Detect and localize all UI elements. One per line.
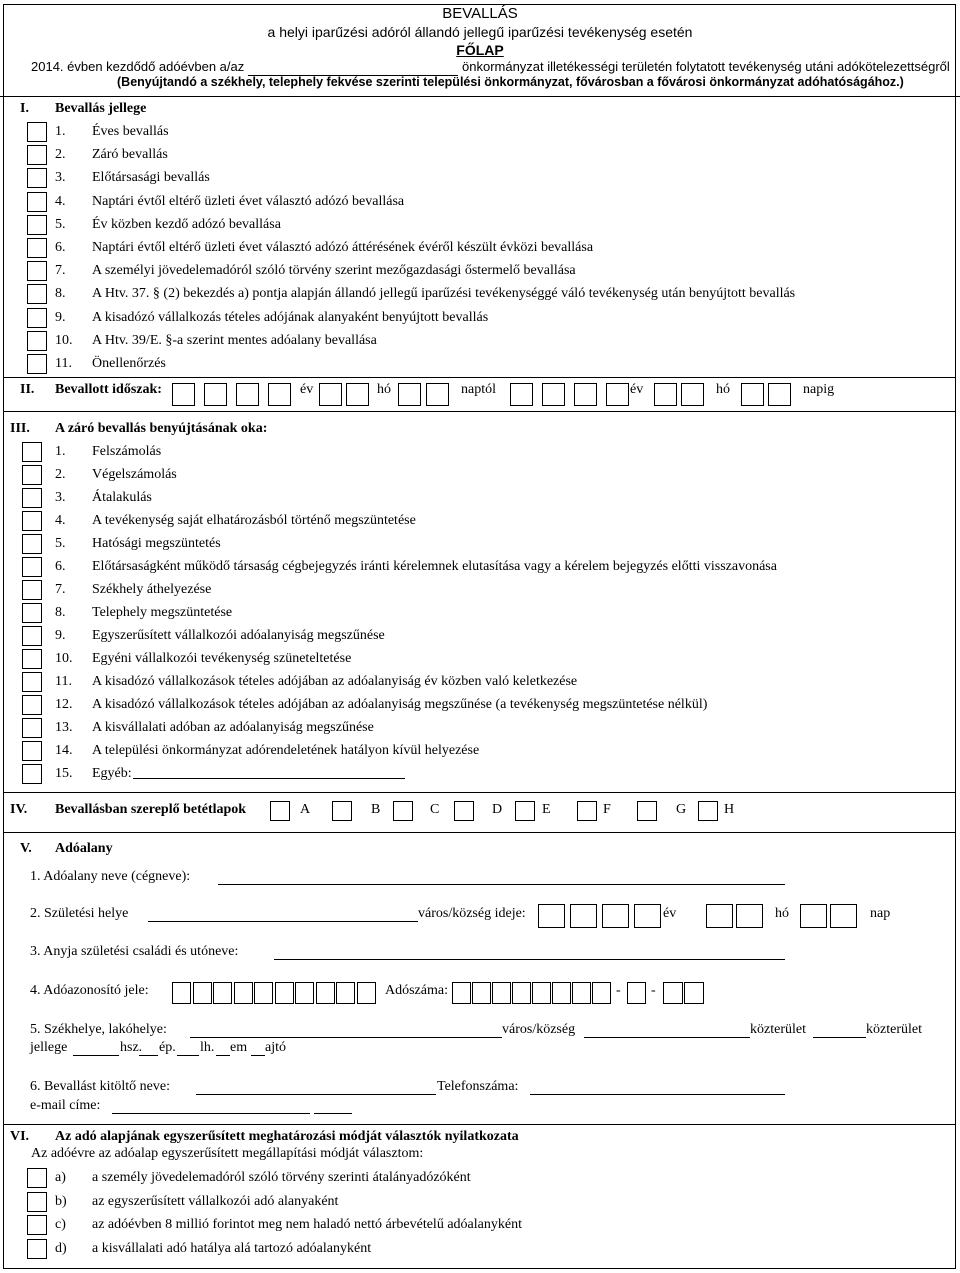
closing-reason-label: Egyszerűsített vállalkozói adóalanyiság megszűnése [92,628,385,643]
birth-date-digit-box[interactable] [538,904,565,928]
tax-number-digit-box[interactable] [592,982,611,1004]
period-month2-label: hó [716,382,730,397]
birth-date-digit-box[interactable] [830,904,857,928]
header-submission-note: (Benyújtandó a székhely, telephely fekvése szerinti települési önkormányzat, fővárosban a fővárosi önkormányzat adóhatóságához.) [117,75,904,89]
bevallas-type-label: Év közben kezdő adózó bevallása [92,217,281,232]
bevallas-type-label: Önellenőrzés [92,356,166,371]
birthplace-label: 2. Születési helye [30,906,129,921]
item-number: 3. [55,490,66,505]
item-number: 1. [55,444,66,459]
simplified-base-checkbox[interactable] [27,1239,47,1259]
seat-field[interactable] [190,1037,502,1038]
bevallas-type-label: A Htv. 37. § (2) bekezdés a) pontja alapján állandó jellegű iparűzési tevékenységgé váló tevékenység után benyújtott bevallás [92,286,796,301]
item-number: 9. [55,628,66,643]
item-number: 8. [55,286,66,301]
birth-day-label: nap [870,906,891,921]
insert-sheet-letter: D [492,802,503,817]
section2-title: Bevallott időszak: [55,382,162,397]
item-number: 12. [55,697,73,712]
tax-id-digit-box[interactable] [316,982,335,1004]
tax-id-label: 4. Adóazonosító jele: [30,983,149,998]
closing-reason-label: A tevékenység saját elhatározásból történő megszüntetése [92,513,416,528]
bevallas-type-checkbox[interactable] [27,331,47,351]
item-number: 11. [55,356,72,371]
birth-date-digit-box[interactable] [634,904,661,928]
street-type-label-cont: jellege [30,1040,68,1055]
simplified-base-checkbox[interactable] [27,1192,47,1212]
tax-number-digit-box[interactable] [472,982,491,1004]
closing-reason-checkbox[interactable] [22,442,42,462]
period-year2-label: év [630,382,644,397]
bevallas-type-label: A kisadózó vállalkozás tételes adójának alanyaként benyújtott bevallás [92,310,489,325]
insert-sheet-letter: F [603,802,611,817]
section-divider [3,1124,956,1125]
bevallas-type-checkbox[interactable] [27,145,47,165]
closing-reason-checkbox[interactable] [22,764,42,784]
birth-month-label: hó [775,906,789,921]
item-number: 13. [55,720,73,735]
insert-sheet-checkbox[interactable] [393,801,413,821]
closing-reason-checkbox[interactable] [22,672,42,692]
tax-id-digit-box[interactable] [234,982,253,1004]
closing-reason-checkbox[interactable] [22,718,42,738]
tax-id-digit-box[interactable] [336,982,355,1004]
item-letter: c) [55,1217,66,1232]
birthplace-field[interactable] [148,921,418,922]
closing-reason-label: Székhely áthelyezése [92,582,212,597]
item-letter: a) [55,1170,66,1185]
insert-sheet-letter: C [430,802,440,817]
form-title: BEVALLÁS [442,5,518,22]
simplified-base-label: az egyszerűsített vállalkozói adó alanyaként [92,1194,339,1209]
section-divider [3,792,956,793]
section4-title: Bevallásban szereplő betétlapok [55,802,247,817]
period-year-label: év [300,382,314,397]
insert-sheet-checkbox[interactable] [515,801,535,821]
section-divider [3,832,956,833]
section5-number: V. [20,841,32,856]
building-field[interactable] [177,1055,199,1056]
house-number-field[interactable] [139,1055,158,1056]
birth-date-digit-box[interactable] [800,904,827,928]
closing-reason-checkbox[interactable] [22,534,42,554]
taxpayer-name-label: 1. Adóalany neve (cégneve): [30,869,191,884]
bevallas-type-label: Éves bevallás [92,124,169,139]
insert-sheet-checkbox[interactable] [577,801,597,821]
tax-id-digit-box[interactable] [357,982,376,1004]
bevallas-type-label: Naptári évtől eltérő üzleti évet választó adózó áttérésének évéről készült évközi bevallása [92,240,594,255]
insert-sheet-letter: A [300,802,311,817]
closing-reason-label: Egyéb: [92,766,132,781]
simplified-base-checkbox[interactable] [27,1215,47,1235]
bevallas-type-checkbox[interactable] [27,122,47,142]
period-digit-box[interactable] [398,383,421,406]
period-digit-box[interactable] [741,383,764,406]
mother-name-field[interactable] [274,959,785,960]
staircase-label: lh. [200,1040,215,1055]
closing-reason-label: Telephely megszüntetése [92,605,233,620]
period-digit-box[interactable] [236,383,259,406]
insert-sheet-checkbox[interactable] [270,801,290,821]
city-label: város/község [502,1022,576,1037]
bevallas-type-checkbox[interactable] [27,354,47,374]
header-obligation-text: önkormányzat illetékességi területén folytatott tevékenység utáni adókötelezettségről [462,59,950,74]
item-number: 5. [55,217,66,232]
item-letter: b) [55,1194,67,1209]
item-number: 9. [55,310,66,325]
tax-number-digit-box[interactable] [492,982,511,1004]
insert-sheet-letter: B [371,802,381,817]
street-type-label: közterület [866,1022,922,1037]
closing-reason-label: A kisvállalati adóban az adóalanyiság megszűnése [92,720,374,735]
section1-number: I. [20,101,29,116]
city-field[interactable] [584,1037,750,1038]
closing-reason-label: Előtársaságként működő társaság cégbejegyzés iránti kérelemnek elutasítása vagy a kérelem bejegyzés előtti visszavonása [92,559,777,574]
birth-date-digit-box[interactable] [736,904,763,928]
closing-reason-label: Átalakulás [92,490,152,505]
street-label: közterület [750,1022,806,1037]
simplified-base-label: a személy jövedelemadóról szóló törvény szerinti átalányadózóként [92,1170,471,1185]
section-divider [3,411,956,412]
floor-label: em [230,1040,248,1055]
tax-id-digit-box[interactable] [172,982,191,1004]
closing-reason-checkbox[interactable] [22,626,42,646]
header-year-text: 2014. évben kezdődő adóévben a/az [31,59,245,74]
closing-reason-label: Felszámolás [92,444,162,459]
period-to-label: napig [803,382,835,397]
street-field[interactable] [813,1037,866,1038]
tax-number-digit-box[interactable] [512,982,531,1004]
simplified-base-label: a kisvállalati adó hatálya alá tartozó adóalanyként [92,1241,372,1256]
closing-reason-label: A kisadózó vállalkozások tételes adójában az adóalanyiság év közben való keletkezése [92,674,578,689]
tax-number-digit-box[interactable] [572,982,591,1004]
building-label: ép. [159,1040,176,1055]
bevallas-type-checkbox[interactable] [27,238,47,258]
item-number: 14. [55,743,73,758]
closing-reason-checkbox[interactable] [22,580,42,600]
item-number: 7. [55,263,66,278]
section3-title: A záró bevallás benyújtásának oka: [55,421,268,436]
item-number: 8. [55,605,66,620]
bevallas-type-checkbox[interactable] [27,192,47,212]
street-type-field[interactable] [73,1055,119,1056]
tax-id-digit-box[interactable] [213,982,232,1004]
staircase-field[interactable] [216,1055,230,1056]
insert-sheet-letter: E [542,802,551,817]
filler-name-label: 6. Bevallást kitöltő neve: [30,1079,170,1094]
birth-date-digit-box[interactable] [570,904,597,928]
simplified-base-label: az adóévben 8 millió forintot meg nem haladó nettó árbevételű adóalanyként [92,1217,522,1232]
closing-reason-checkbox[interactable] [22,511,42,531]
tax-number-digit-box[interactable] [552,982,571,1004]
form-header [0,4,960,97]
tax-number-dash: - [616,983,621,998]
bevallas-type-label: Záró bevallás [92,147,168,162]
closing-reason-checkbox[interactable] [22,741,42,761]
period-digit-box[interactable] [426,383,449,406]
house-number-label: hsz. [120,1040,143,1055]
bevallas-type-checkbox[interactable] [27,261,47,281]
seat-label: 5. Székhelye, lakóhelye: [30,1022,167,1037]
closing-reason-checkbox[interactable] [22,695,42,715]
item-number: 5. [55,536,66,551]
filler-name-field[interactable] [196,1094,436,1095]
period-digit-box[interactable] [172,383,195,406]
section3-number: III. [10,421,30,436]
birth-date-digit-box[interactable] [706,904,733,928]
insert-sheet-checkbox[interactable] [454,801,474,821]
tax-number-label: Adószáma: [385,983,448,998]
phone-label: Telefonszáma: [437,1079,519,1094]
folap-label: FŐLAP [456,42,504,58]
item-number: 10. [55,651,73,666]
closing-reason-label: A települési önkormányzat adórendeletének hatályon kívül helyezése [92,743,480,758]
insert-sheet-letter: H [724,802,735,817]
insert-sheet-checkbox[interactable] [698,801,718,821]
tax-number-digit-box[interactable] [452,982,471,1004]
period-digit-box[interactable] [346,383,369,406]
period-digit-box[interactable] [606,383,629,406]
bevallas-type-checkbox[interactable] [27,168,47,188]
insert-sheet-checkbox[interactable] [332,801,352,821]
bevallas-type-label: A Htv. 39/E. §-a szerint mentes adóalany bevallása [92,333,377,348]
item-number: 2. [55,147,66,162]
closing-reason-label: A kisadózó vállalkozások tételes adójában az adóalanyiság megszűnése (a tevékenység megszüntetése nélkül) [92,697,708,712]
item-number: 4. [55,513,66,528]
phone-field[interactable] [530,1094,785,1095]
tax-id-digit-box[interactable] [275,982,294,1004]
email-label: e-mail címe: [30,1098,101,1113]
birth-year-label: év [663,906,677,921]
section2-number: II. [20,382,35,397]
section-divider [3,377,956,378]
item-number: 3. [55,170,66,185]
tax-number-digit-box[interactable] [627,982,646,1004]
period-digit-box[interactable] [542,383,565,406]
tax-number-digit-box[interactable] [532,982,551,1004]
tax-number-digit-box[interactable] [663,982,683,1004]
period-digit-box[interactable] [510,383,533,406]
section1-title: Bevallás jellege [55,101,147,116]
bevallas-type-checkbox[interactable] [27,308,47,328]
closing-reason-checkbox[interactable] [22,649,42,669]
tax-number-dash: - [651,983,656,998]
tax-number-digit-box[interactable] [684,982,704,1004]
period-digit-box[interactable] [768,383,791,406]
tax-id-digit-box[interactable] [295,982,314,1004]
section6-number: VI. [10,1129,30,1144]
mother-name-label: 3. Anyja születési családi és utóneve: [30,944,239,959]
taxpayer-name-field[interactable] [218,884,785,885]
door-label: ajtó [265,1040,286,1055]
item-number: 15. [55,766,73,781]
closing-reason-label: Hatósági megszüntetés [92,536,221,551]
period-month-label: hó [377,382,391,397]
item-number: 10. [55,333,73,348]
item-number: 7. [55,582,66,597]
simplified-base-checkbox[interactable] [27,1168,47,1188]
item-letter: d) [55,1241,67,1256]
bevallas-type-checkbox[interactable] [27,284,47,304]
birth-date-label: város/község ideje: [418,906,526,921]
period-digit-box[interactable] [204,383,227,406]
insert-sheet-checkbox[interactable] [637,801,657,821]
item-number: 11. [55,674,72,689]
closing-reason-label: Végelszámolás [92,467,177,482]
period-digit-box[interactable] [319,383,342,406]
period-digit-box[interactable] [654,383,677,406]
item-number: 6. [55,240,66,255]
closing-reason-checkbox[interactable] [22,465,42,485]
period-from-label: naptól [461,382,496,397]
closing-reason-checkbox[interactable] [22,488,42,508]
bevallas-type-label: A személyi jövedelemadóról szóló törvény szerint mezőgazdasági őstermelő bevallása [92,263,576,278]
item-number: 6. [55,559,66,574]
item-number: 2. [55,467,66,482]
period-digit-box[interactable] [681,383,704,406]
closing-reason-label: Egyéni vállalkozói tevékenység szüneteltetése [92,651,352,666]
other-reason-line[interactable] [133,778,405,779]
section5-title: Adóalany [55,841,113,856]
bevallas-type-label: Előtársasági bevallás [92,170,210,185]
insert-sheet-letter: G [676,802,687,817]
period-digit-box[interactable] [574,383,597,406]
email-field[interactable] [112,1113,310,1114]
email-field-extension[interactable] [314,1113,352,1114]
tax-id-digit-box[interactable] [254,982,273,1004]
period-digit-box[interactable] [268,383,291,406]
floor-field[interactable] [251,1055,265,1056]
form-subtitle: a helyi iparűzési adóról állandó jellegű iparűzési tevékenység esetén [267,24,693,40]
birth-date-digit-box[interactable] [602,904,629,928]
item-number: 1. [55,124,66,139]
bevallas-type-label: Naptári évtől eltérő üzleti évet választó adózó bevallása [92,194,405,209]
tax-id-digit-box[interactable] [193,982,212,1004]
closing-reason-checkbox[interactable] [22,557,42,577]
bevallas-type-checkbox[interactable] [27,215,47,235]
section6-intro: Az adóévre az adóalap egyszerűsített megállapítási módját választom: [31,1146,424,1161]
item-number: 4. [55,194,66,209]
section4-number: IV. [10,802,28,817]
closing-reason-checkbox[interactable] [22,603,42,623]
section6-title: Az adó alapjának egyszerűsített meghatározási módját választók nyilatkozata [55,1129,519,1144]
